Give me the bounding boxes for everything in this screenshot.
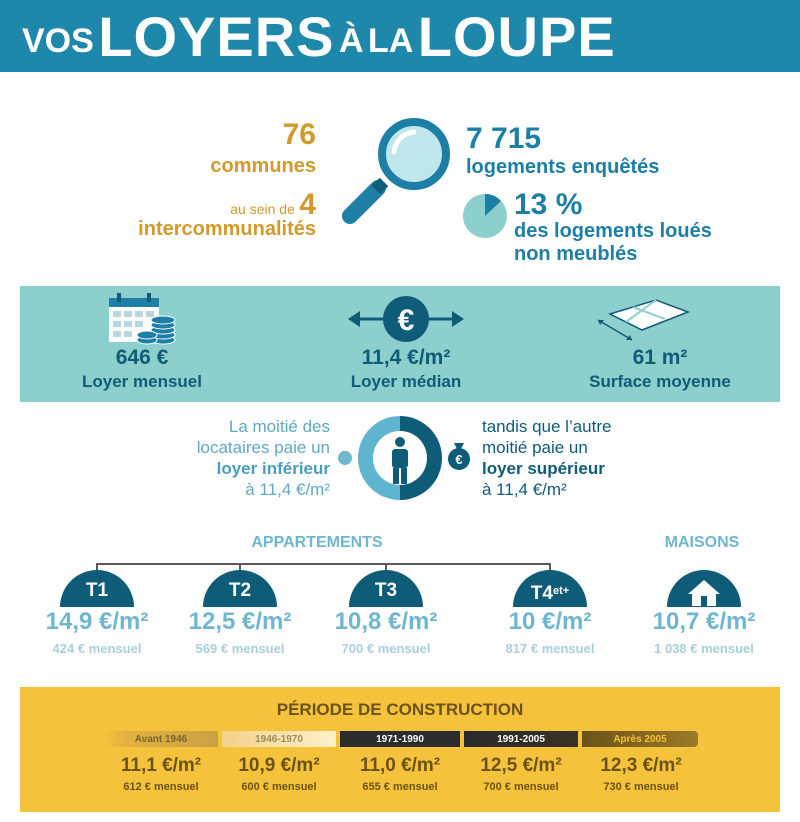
apartments-heading: APPARTEMENTS: [251, 534, 383, 551]
interco-line: [130, 188, 316, 222]
unfurnished-label-2: non meublés: [514, 243, 638, 265]
t2-monthly: 569 € mensuel: [195, 641, 285, 656]
badge-house: [667, 570, 741, 607]
communes-label: communes: [210, 155, 316, 177]
money-bag-icon: [446, 440, 472, 470]
t4-monthly: 817 € mensuel: [505, 641, 595, 656]
house-value: 10,7 €/m²: [652, 608, 756, 635]
period-value-3: 11,0 €/m²: [359, 755, 441, 776]
euro-symbol: €: [397, 304, 415, 337]
t1-monthly: 424 € mensuel: [52, 641, 142, 656]
house-icon: [686, 578, 722, 606]
period-title: PÉRIODE DE CONSTRUCTION: [276, 700, 524, 719]
t1-value: 14,9 €/m²: [45, 608, 149, 635]
period-label-2: 1946-1970: [222, 731, 336, 747]
period-monthly-3: 655 € mensuel: [362, 781, 438, 793]
period-monthly-2: 600 € mensuel: [241, 781, 317, 793]
t2-value: 12,5 €/m²: [188, 608, 292, 635]
connector-line: [96, 563, 550, 565]
period-monthly-5: 730 € mensuel: [603, 781, 679, 793]
unfurnished-value: 13 %: [514, 188, 583, 221]
rent-label: Loyer mensuel: [82, 372, 202, 391]
split-circle-icon: [358, 416, 442, 500]
period-value-1: 11,1 €/m²: [120, 755, 202, 776]
house-monthly: 1 038 € mensuel: [654, 641, 754, 656]
small-money-bag-icon: [336, 448, 354, 466]
median-label: Loyer médian: [350, 372, 462, 391]
floor-plan-icon: [596, 298, 692, 342]
unfurnished-label-1: des logements loués: [514, 220, 712, 242]
badge-t1: T1: [60, 570, 134, 607]
interco-label: intercommunalités: [138, 218, 316, 240]
within-label: au sein de: [230, 201, 295, 217]
period-monthly-1: 612 € mensuel: [123, 781, 199, 793]
housing-value: 7 715: [466, 122, 542, 155]
median-left-text: La moitié des locataires paie un loyer inférieur à 11,4 €/m²: [196, 417, 330, 499]
rent-value: 646 €: [115, 346, 169, 369]
t3-value: 10,8 €/m²: [334, 608, 438, 635]
badge-t4: $T4^{et+}$: [513, 570, 587, 607]
period-value-2: 10,9 €/m²: [238, 755, 320, 776]
median-right-text: tandis que l’autre moitié paie un loyer supérieur à 11,4 €/m²: [482, 417, 612, 499]
badge-t3: T3: [349, 570, 423, 607]
page-title: VOS LOYERS À LA LOUPE: [22, 5, 616, 68]
period-label-1: Avant 1946: [104, 731, 218, 747]
t3-monthly: 700 € mensuel: [341, 641, 431, 656]
calendar-coins-icon: [107, 292, 177, 346]
communes-value: 76: [282, 118, 316, 151]
housing-label: logements enquêtés: [466, 156, 660, 178]
period-value-5: 12,3 €/m²: [600, 755, 682, 776]
surface-label: Surface moyenne: [589, 372, 731, 391]
badge-t2: T2: [203, 570, 277, 607]
interco-value: 4: [299, 188, 316, 221]
svg-text:€: €: [455, 452, 463, 467]
euro-arrows-icon: [348, 294, 464, 344]
period-label-4: 1991-2005: [464, 731, 578, 747]
pie-chart-icon: [462, 193, 508, 239]
period-monthly-4: 700 € mensuel: [483, 781, 559, 793]
period-label-5: Après 2005: [582, 731, 698, 747]
period-label-3: 1971-1990: [340, 731, 460, 747]
surface-value: 61 m²: [632, 346, 688, 369]
magnifier-icon: [338, 118, 458, 228]
t4-value: 10 €/m²: [508, 608, 592, 635]
period-value-4: 12,5 €/m²: [480, 755, 562, 776]
median-value: 11,4 €/m²: [361, 346, 451, 369]
houses-heading: MAISONS: [664, 534, 740, 551]
